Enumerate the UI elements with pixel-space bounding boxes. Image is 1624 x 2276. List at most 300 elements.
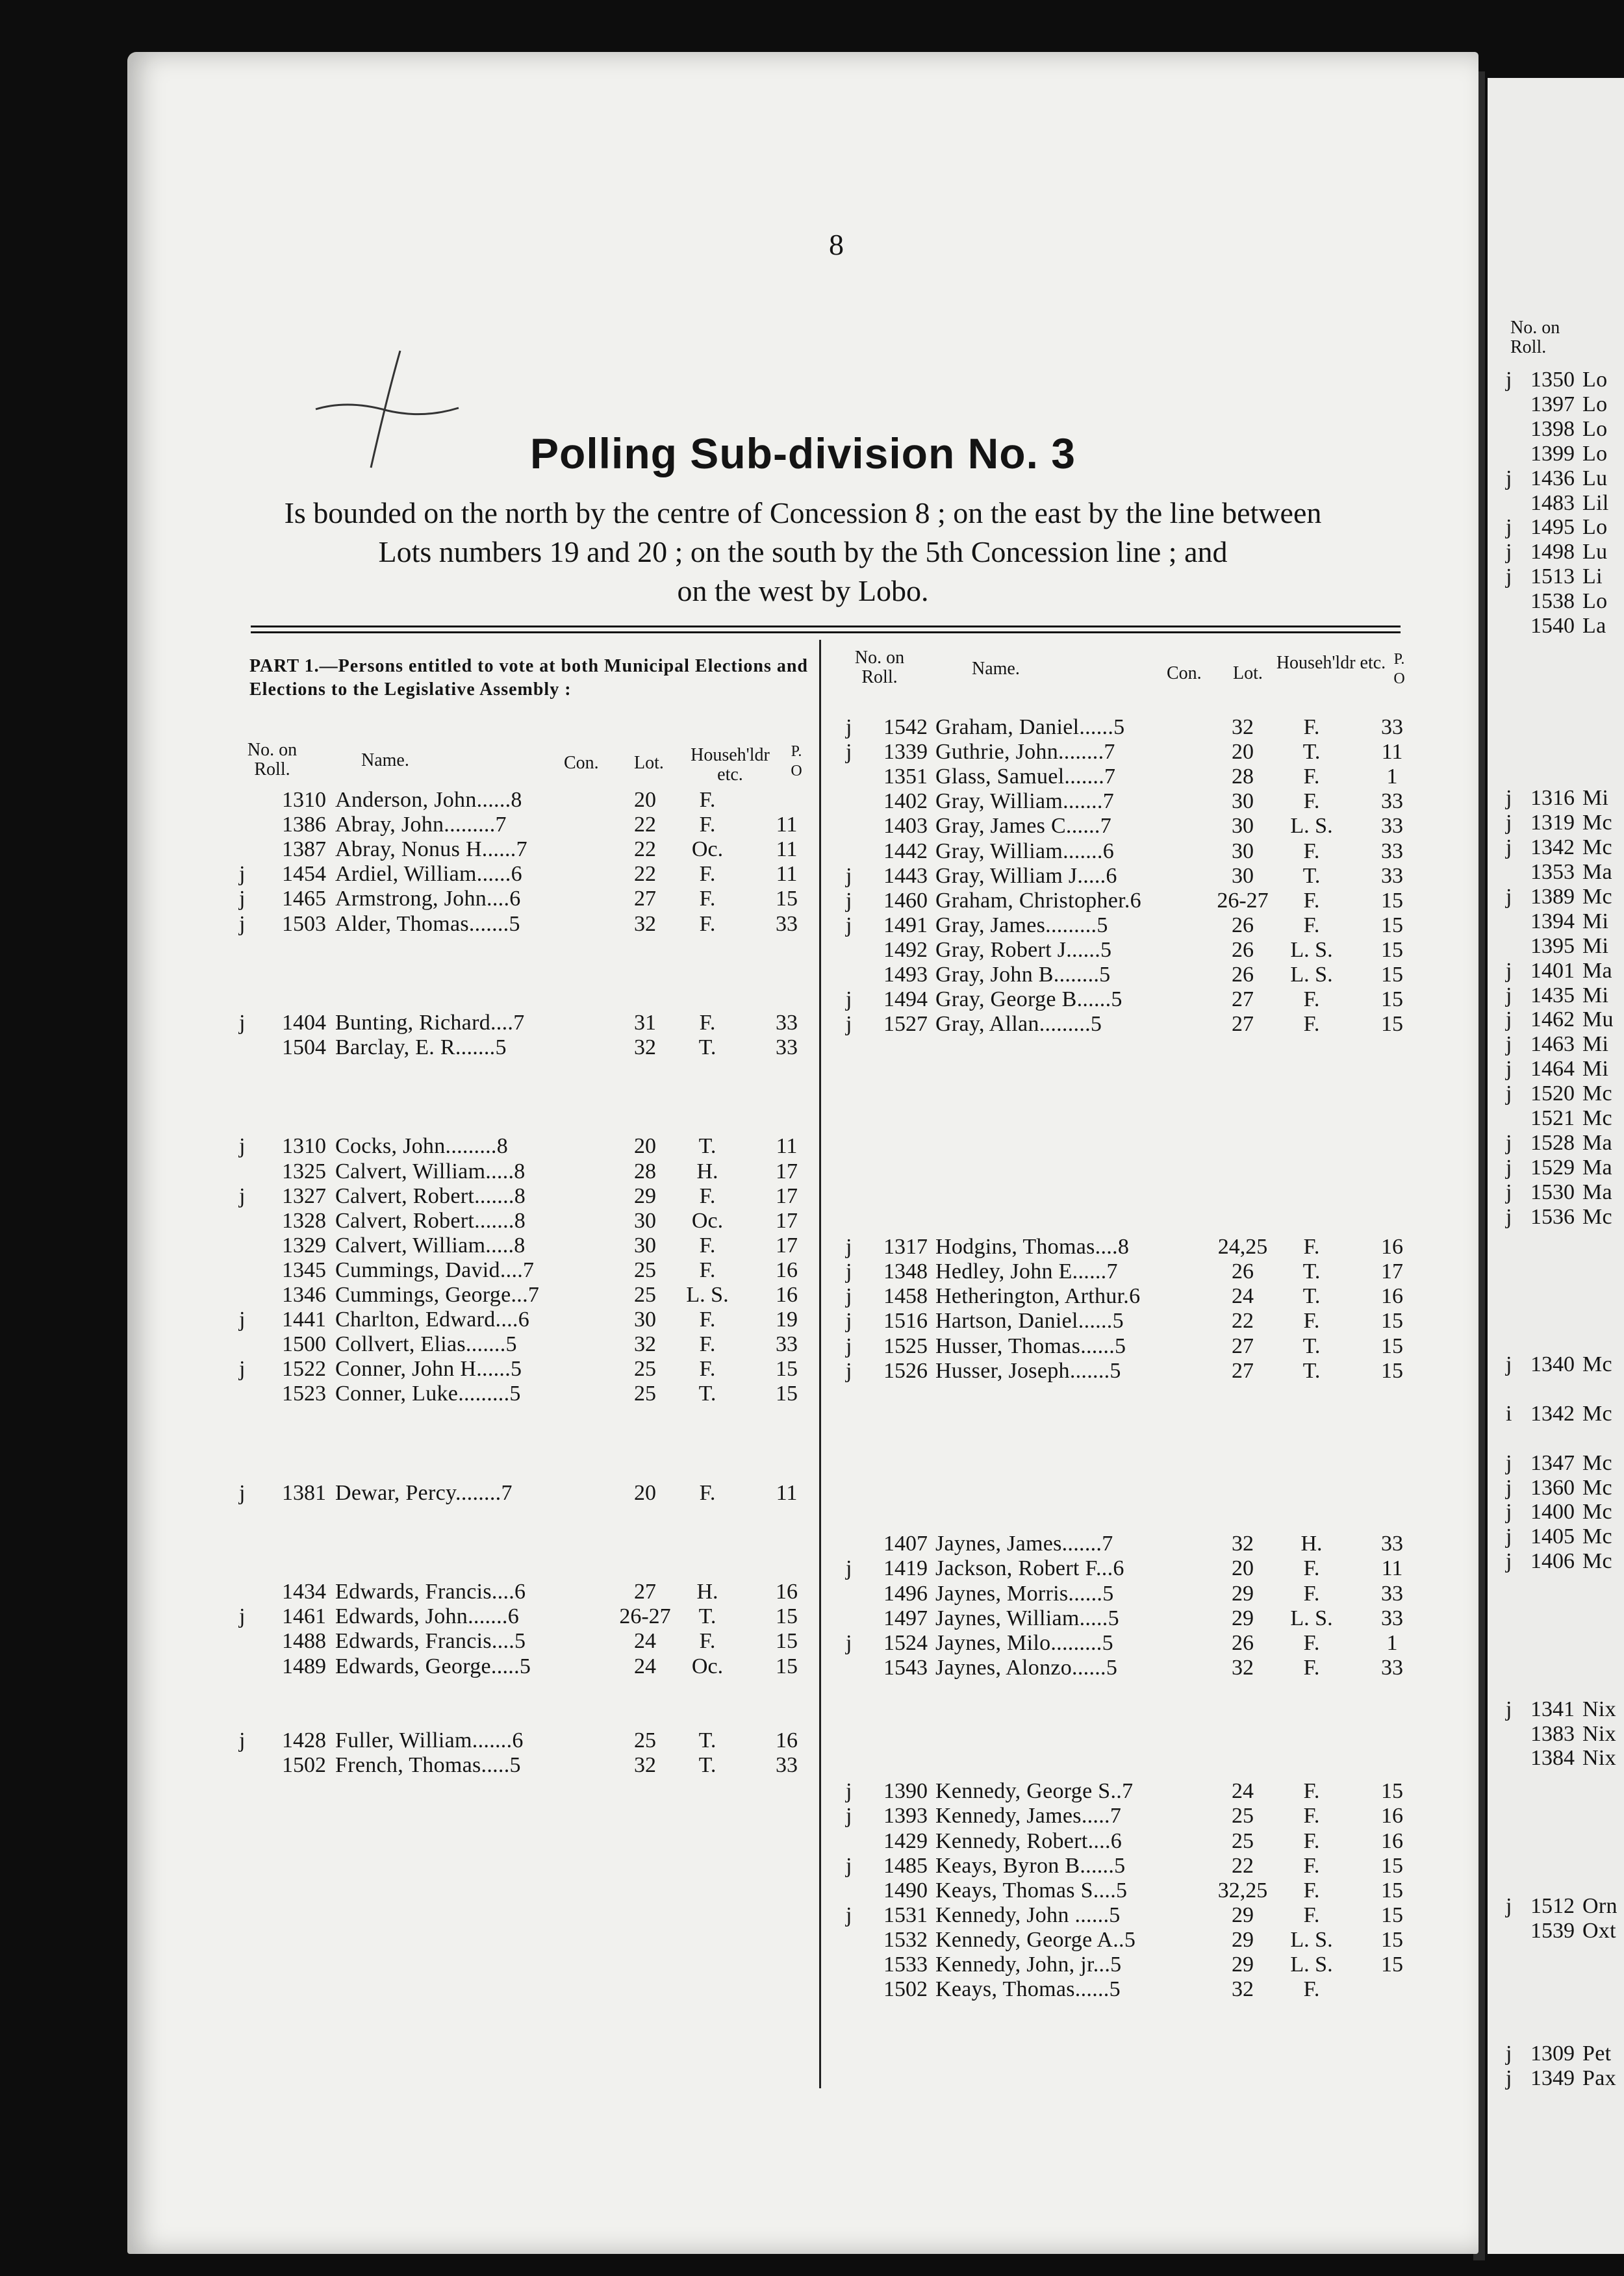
householder-status: F. <box>1303 987 1320 1012</box>
householder-status: F. <box>1303 888 1320 913</box>
lot-number: 20 <box>1232 1556 1254 1581</box>
roll-number: 1419 <box>883 1556 928 1581</box>
roll-number: 1384 <box>1530 1746 1575 1771</box>
junior-marker: j <box>846 1284 852 1309</box>
householder-status: F. <box>1303 1779 1320 1804</box>
post-office-number: 33 <box>1381 839 1403 863</box>
roll-number: 1454 <box>282 862 326 887</box>
roll-number: 1309 <box>1530 2042 1575 2066</box>
voter-name-con: Kennedy, James.....7 <box>935 1804 1122 1828</box>
voter-name-partial: Oxt <box>1582 1918 1616 1943</box>
voter-name-con: Jaynes, William.....5 <box>935 1606 1119 1630</box>
roll-number: 1441 <box>282 1308 326 1332</box>
roll-number: 1460 <box>883 888 928 913</box>
voter-name-con: Graham, Daniel......5 <box>935 715 1125 739</box>
voter-name-partial: Lo <box>1582 416 1608 441</box>
voter-name-con: Graham, Christopher.6 <box>935 888 1141 913</box>
householder-status: F. <box>699 1183 716 1208</box>
post-office-number: 1 <box>1386 765 1398 789</box>
lot-number: 20 <box>634 1134 656 1159</box>
post-office-number: 15 <box>1381 1779 1403 1804</box>
roll-number: 1435 <box>1530 983 1575 1007</box>
voter-name-con: Hodgins, Thomas....8 <box>935 1235 1130 1259</box>
voter-name-con: Cummings, George...7 <box>335 1283 540 1307</box>
voter-name-partial: Mc <box>1582 1450 1612 1475</box>
junior-marker: j <box>846 863 852 888</box>
roll-number: 1502 <box>883 1977 928 2002</box>
lot-number: 20 <box>634 788 656 812</box>
junior-marker: j <box>846 740 852 765</box>
voter-name-con: Gray, Allan.........5 <box>935 1012 1102 1037</box>
roll-number: 1538 <box>1530 589 1575 614</box>
junior-marker: j <box>1506 564 1512 589</box>
voter-name-con: French, Thomas.....5 <box>335 1752 521 1777</box>
roll-number: 1532 <box>883 1927 928 1952</box>
roll-number: 1397 <box>1530 392 1575 416</box>
roll-number: 1513 <box>1530 564 1575 589</box>
post-office-number: 15 <box>1381 937 1403 962</box>
voter-name-con: Kennedy, Robert....6 <box>935 1828 1123 1853</box>
householder-status: F. <box>1303 1804 1320 1828</box>
voter-name-con: Gray, William.......6 <box>935 839 1114 863</box>
header-po: P. O <box>791 743 802 779</box>
roll-number: 1526 <box>883 1358 928 1383</box>
post-office-number: 15 <box>1381 1309 1403 1334</box>
junior-marker: j <box>1506 1450 1512 1475</box>
roll-number: 1520 <box>1530 1081 1575 1106</box>
voter-name-partial: Ma <box>1582 860 1612 884</box>
junior-marker: j <box>846 1853 852 1878</box>
roll-number: 1512 <box>1530 1893 1575 1918</box>
roll-number: 1310 <box>282 788 326 812</box>
lot-number: 25 <box>634 1357 656 1382</box>
post-office-number: 33 <box>1381 715 1403 739</box>
lot-number: 24 <box>634 1654 656 1678</box>
header-lot-right: Lot. <box>1233 663 1263 683</box>
roll-number: 1429 <box>883 1828 928 1853</box>
voter-name-con: Husser, Thomas......5 <box>935 1334 1126 1358</box>
double-rule-top <box>251 626 1401 627</box>
junior-marker: j <box>239 1728 246 1752</box>
voter-name-partial: Lu <box>1582 540 1608 564</box>
roll-number: 1346 <box>282 1283 326 1307</box>
roll-number: 1317 <box>883 1235 928 1259</box>
roll-number: 1402 <box>883 789 928 814</box>
roll-number: 1342 <box>1530 835 1575 860</box>
voter-name-partial: La <box>1582 614 1606 638</box>
post-office-number: 17 <box>776 1208 798 1233</box>
voter-name-con: Cummings, David....7 <box>335 1258 535 1282</box>
voter-name-partial: Lo <box>1582 589 1608 614</box>
lot-number: 30 <box>1232 863 1254 888</box>
post-office-number: 15 <box>1381 1903 1403 1927</box>
voter-name-con: Jaynes, Morris......5 <box>935 1581 1114 1606</box>
roll-number: 1349 <box>1530 2066 1575 2091</box>
junior-marker: j <box>1506 1130 1512 1155</box>
voter-name-con: Keays, Byron B......5 <box>935 1853 1126 1878</box>
header-lot: Lot. <box>634 753 664 773</box>
roll-number: 1395 <box>1530 933 1575 958</box>
voter-name-partial: Mc <box>1582 1475 1612 1500</box>
roll-number: 1491 <box>883 913 928 937</box>
roll-number: 1383 <box>1530 1721 1575 1746</box>
lot-number: 26 <box>1232 913 1254 937</box>
lot-number: 26-27 <box>619 1604 671 1629</box>
lot-number: 27 <box>1232 987 1254 1012</box>
roll-number: 1345 <box>282 1258 326 1282</box>
roll-number: 1503 <box>282 911 326 936</box>
householder-status: T. <box>1302 1358 1321 1383</box>
voter-name-partial: Mc <box>1582 1352 1612 1376</box>
junior-marker: j <box>846 1309 852 1334</box>
junior-marker: j <box>846 913 852 937</box>
post-office-number: 11 <box>776 813 798 837</box>
lot-number: 28 <box>634 1159 656 1183</box>
voter-name-partial: Nix <box>1582 1746 1616 1771</box>
householder-status: T. <box>698 1382 717 1406</box>
householder-status: F. <box>1303 913 1320 937</box>
post-office-number: 16 <box>776 1283 798 1307</box>
voter-name-con: Gray, William J.....6 <box>935 863 1117 888</box>
lot-number: 25 <box>1232 1828 1254 1853</box>
voter-name-con: Husser, Joseph.......5 <box>935 1358 1121 1383</box>
roll-number: 1310 <box>282 1134 326 1159</box>
post-office-number: 15 <box>776 1382 798 1406</box>
roll-number: 1405 <box>1530 1524 1575 1549</box>
roll-number: 1464 <box>1530 1057 1575 1081</box>
voter-name-partial: Mc <box>1582 884 1612 909</box>
roll-number: 1504 <box>282 1035 326 1059</box>
voter-name-con: Abray, Nonus H......7 <box>335 837 527 862</box>
lot-number: 22 <box>1232 1853 1254 1878</box>
roll-number: 1390 <box>883 1779 928 1804</box>
voter-name-partial: Lo <box>1582 368 1608 392</box>
lot-number: 26 <box>1232 1630 1254 1655</box>
junior-marker: j <box>846 715 852 739</box>
voter-name-partial: Nix <box>1582 1721 1616 1746</box>
post-office-number: 15 <box>1381 1853 1403 1878</box>
roll-number: 1539 <box>1530 1918 1575 1943</box>
householder-status: H. <box>696 1580 718 1604</box>
junior-marker: j <box>1506 1204 1512 1229</box>
voter-name-partial: Mc <box>1582 1106 1612 1130</box>
householder-status: F. <box>699 1332 716 1357</box>
junior-marker: j <box>1506 786 1512 811</box>
roll-number: 1400 <box>1530 1500 1575 1524</box>
householder-status: Oc. <box>691 837 724 862</box>
post-office-number: 17 <box>1381 1259 1403 1284</box>
roll-number: 1394 <box>1530 909 1575 933</box>
roll-number: 1489 <box>282 1654 326 1678</box>
roll-number: 1502 <box>282 1752 326 1777</box>
lot-number: 25 <box>1232 1804 1254 1828</box>
junior-marker: j <box>1506 1180 1512 1204</box>
roll-number: 1463 <box>1530 1032 1575 1057</box>
voter-name-con: Anderson, John......8 <box>335 788 522 812</box>
voter-name-con: Kennedy, John ......5 <box>935 1903 1121 1927</box>
lot-number: 29 <box>1232 1953 1254 1977</box>
householder-status: F. <box>1303 1977 1320 2002</box>
voter-name-partial: Mi <box>1582 1057 1609 1081</box>
post-office-number: 33 <box>1381 814 1403 839</box>
householder-status: T. <box>698 1728 717 1752</box>
lot-number: 25 <box>634 1382 656 1406</box>
lot-number: 29 <box>1232 1606 1254 1630</box>
voter-name-partial: Mc <box>1582 811 1612 835</box>
voter-name-con: Hedley, John E......7 <box>935 1259 1118 1284</box>
householder-status: L. S. <box>1290 1606 1333 1630</box>
lot-number: 25 <box>634 1728 656 1752</box>
post-office-number: 33 <box>1381 1655 1403 1680</box>
junior-marker: i <box>1506 1401 1512 1426</box>
post-office-number: 16 <box>1381 1804 1403 1828</box>
lot-number: 27 <box>634 1580 656 1604</box>
householder-status: T. <box>698 1134 717 1159</box>
voter-name-con: Jackson, Robert F...6 <box>935 1556 1124 1581</box>
roll-number: 1351 <box>883 765 928 789</box>
post-office-number: 11 <box>776 837 798 862</box>
lot-number: 30 <box>1232 789 1254 814</box>
post-office-number: 17 <box>776 1183 798 1208</box>
voter-name-con: Edwards, Francis....5 <box>335 1629 526 1654</box>
lot-number: 22 <box>634 837 656 862</box>
roll-number: 1522 <box>282 1357 326 1382</box>
lot-number: 20 <box>634 1480 656 1505</box>
lot-number: 24 <box>1232 1779 1254 1804</box>
lot-number: 27 <box>634 887 656 911</box>
roll-number: 1443 <box>883 863 928 888</box>
voter-name-con: Calvert, William.....8 <box>335 1233 526 1258</box>
roll-number: 1483 <box>1530 490 1575 515</box>
lot-number: 25 <box>634 1258 656 1282</box>
roll-number: 1347 <box>1530 1450 1575 1475</box>
junior-marker: j <box>1506 983 1512 1007</box>
roll-number: 1407 <box>883 1532 928 1556</box>
junior-marker: j <box>846 1903 852 1927</box>
junior-marker: j <box>239 887 246 911</box>
voter-name-partial: Orn <box>1582 1893 1618 1918</box>
post-office-number: 19 <box>776 1308 798 1332</box>
householder-status: F. <box>1303 1903 1320 1927</box>
voter-name-partial: Ma <box>1582 1180 1612 1204</box>
junior-marker: j <box>239 1480 246 1505</box>
voter-name-partial: Mu <box>1582 1007 1614 1032</box>
householder-status: Oc. <box>691 1208 724 1233</box>
voter-name-partial: Mc <box>1582 1081 1612 1106</box>
lot-number: 24,25 <box>1217 1235 1268 1259</box>
voter-name-con: Guthrie, John........7 <box>935 740 1115 765</box>
roll-number: 1529 <box>1530 1155 1575 1180</box>
post-office-number: 11 <box>776 1134 798 1159</box>
voter-name-con: Ardiel, William......6 <box>335 862 522 887</box>
lot-number: 32 <box>1232 1655 1254 1680</box>
roll-number: 1319 <box>1530 811 1575 835</box>
junior-marker: j <box>1506 958 1512 983</box>
header-name-right: Name. <box>972 659 1020 679</box>
voter-name-partial: Nix <box>1582 1697 1616 1721</box>
junior-marker: j <box>846 1556 852 1581</box>
lot-number: 28 <box>1232 765 1254 789</box>
voter-name-con: Alder, Thomas.......5 <box>335 911 520 936</box>
voter-name-partial: Pax <box>1582 2066 1616 2091</box>
householder-status: F. <box>699 1258 716 1282</box>
roll-number: 1533 <box>883 1953 928 1977</box>
header-no-on-roll: No. on Roll. <box>247 740 298 779</box>
junior-marker: j <box>846 1804 852 1828</box>
householder-status: L. S. <box>1290 963 1333 987</box>
lot-number: 26 <box>1232 1259 1254 1284</box>
roll-number: 1521 <box>1530 1106 1575 1130</box>
roll-number: 1497 <box>883 1606 928 1630</box>
roll-number: 1462 <box>1530 1007 1575 1032</box>
roll-number: 1525 <box>883 1334 928 1358</box>
junior-marker: j <box>239 1134 246 1159</box>
roll-number: 1465 <box>282 887 326 911</box>
voter-name-con: Conner, John H......5 <box>335 1357 522 1382</box>
roll-number: 1530 <box>1530 1180 1575 1204</box>
junior-marker: j <box>1506 1500 1512 1524</box>
householder-status: F. <box>699 1308 716 1332</box>
junior-marker: j <box>846 1334 852 1358</box>
roll-number: 1500 <box>282 1332 326 1357</box>
voter-name-partial: Mc <box>1582 1549 1612 1574</box>
voter-name-partial: Lo <box>1582 515 1608 540</box>
junior-marker: j <box>239 1308 246 1332</box>
voter-name-con: Calvert, Robert.......8 <box>335 1208 526 1233</box>
voter-name-con: Edwards, John.......6 <box>335 1604 519 1629</box>
lot-number: 32 <box>634 911 656 936</box>
post-office-number: 33 <box>776 1035 798 1059</box>
householder-status: T. <box>1302 740 1321 765</box>
lot-number: 30 <box>634 1208 656 1233</box>
post-office-number: 11 <box>1381 1556 1403 1581</box>
voter-name-partial: Mi <box>1582 983 1609 1007</box>
post-office-number: 15 <box>1381 1953 1403 1977</box>
roll-number: 1434 <box>282 1580 326 1604</box>
roll-number: 1387 <box>282 837 326 862</box>
voter-name-con: Jaynes, James.......7 <box>935 1532 1113 1556</box>
roll-number: 1353 <box>1530 860 1575 884</box>
householder-status: T. <box>698 1604 717 1629</box>
householder-status: H. <box>696 1159 718 1183</box>
householder-status: F. <box>699 887 716 911</box>
householder-status: T. <box>1302 1259 1321 1284</box>
voter-name-con: Keays, Thomas S....5 <box>935 1878 1128 1903</box>
roll-number: 1327 <box>282 1183 326 1208</box>
roll-number: 1436 <box>1530 466 1575 490</box>
voter-name-con: Jaynes, Milo.........5 <box>935 1630 1113 1655</box>
edge-header-no-on-roll: No. on Roll. <box>1510 318 1560 357</box>
roll-number: 1523 <box>282 1382 326 1406</box>
double-rule-bottom <box>251 631 1401 633</box>
voter-name-con: Conner, Luke.........5 <box>335 1382 521 1406</box>
householder-status: L. S. <box>1290 1927 1333 1952</box>
junior-marker: j <box>846 1012 852 1037</box>
voter-name-partial: Li <box>1582 564 1603 589</box>
roll-number: 1528 <box>1530 1130 1575 1155</box>
voter-name-con: Collvert, Elias.......5 <box>335 1332 517 1357</box>
post-office-number: 15 <box>776 1357 798 1382</box>
voter-name-partial: Ma <box>1582 1155 1612 1180</box>
roll-number: 1461 <box>282 1604 326 1629</box>
junior-marker: j <box>1506 515 1512 540</box>
roll-number: 1360 <box>1530 1475 1575 1500</box>
lot-number: 20 <box>1232 740 1254 765</box>
householder-status: T. <box>1302 1334 1321 1358</box>
householder-status: L. S. <box>686 1283 729 1307</box>
lot-number: 27 <box>1232 1012 1254 1037</box>
post-office-number: 15 <box>1381 1878 1403 1903</box>
householder-status: F. <box>699 1010 716 1035</box>
roll-number: 1386 <box>282 813 326 837</box>
householder-status: F. <box>699 788 716 812</box>
voter-name-con: Kennedy, George S..7 <box>935 1779 1134 1804</box>
junior-marker: j <box>239 862 246 887</box>
junior-marker: j <box>1506 1475 1512 1500</box>
post-office-number: 15 <box>776 1629 798 1654</box>
householder-status: F. <box>1303 1655 1320 1680</box>
roll-number: 1339 <box>883 740 928 765</box>
post-office-number: 33 <box>776 1010 798 1035</box>
post-office-number: 16 <box>1381 1828 1403 1853</box>
householder-status: F. <box>699 1480 716 1505</box>
voter-name-con: Calvert, Robert.......8 <box>335 1183 526 1208</box>
lot-number: 29 <box>1232 1581 1254 1606</box>
post-office-number: 16 <box>776 1728 798 1752</box>
lot-number: 22 <box>634 813 656 837</box>
junior-marker: j <box>239 1183 246 1208</box>
voter-name-partial: Mc <box>1582 1524 1612 1549</box>
roll-number: 1524 <box>883 1630 928 1655</box>
lot-number: 24 <box>1232 1284 1254 1309</box>
lot-number: 24 <box>634 1629 656 1654</box>
householder-status: F. <box>1303 1828 1320 1853</box>
roll-number: 1406 <box>1530 1549 1575 1574</box>
lot-number: 26 <box>1232 937 1254 962</box>
description-line-2: Lots numbers 19 and 20 ; on the south by the 5th Concession line ; and <box>378 535 1228 568</box>
voter-name-con: Dewar, Percy........7 <box>335 1480 513 1505</box>
post-office-number: 33 <box>1381 1606 1403 1630</box>
junior-marker: j <box>846 1259 852 1284</box>
lot-number: 32 <box>1232 1532 1254 1556</box>
voter-name-con: Calvert, William.....8 <box>335 1159 526 1183</box>
voter-name-con: Edwards, Francis....6 <box>335 1580 526 1604</box>
junior-marker: j <box>239 1357 246 1382</box>
post-office-number: 16 <box>776 1580 798 1604</box>
lot-number: 32 <box>1232 715 1254 739</box>
voter-name-con: Jaynes, Alonzo......5 <box>935 1655 1118 1680</box>
post-office-number: 1 <box>1386 1630 1398 1655</box>
junior-marker: j <box>1506 1155 1512 1180</box>
header-con: Con. <box>564 753 599 773</box>
voter-name-partial: Lil <box>1582 490 1609 515</box>
voter-name-partial: Mc <box>1582 835 1612 860</box>
voter-name-con: Gray, William.......7 <box>935 789 1114 814</box>
junior-marker: j <box>1506 1352 1512 1376</box>
roll-number: 1350 <box>1530 368 1575 392</box>
post-office-number: 17 <box>776 1159 798 1183</box>
householder-status: F. <box>1303 1235 1320 1259</box>
junior-marker: j <box>1506 884 1512 909</box>
document-page <box>127 52 1478 2254</box>
roll-number: 1493 <box>883 963 928 987</box>
voter-name-partial: Mc <box>1582 1500 1612 1524</box>
junior-marker: j <box>1506 1081 1512 1106</box>
junior-marker: j <box>1506 835 1512 860</box>
lot-number: 26-27 <box>1217 888 1269 913</box>
junior-marker: j <box>1506 1893 1512 1918</box>
roll-number: 1401 <box>1530 958 1575 983</box>
